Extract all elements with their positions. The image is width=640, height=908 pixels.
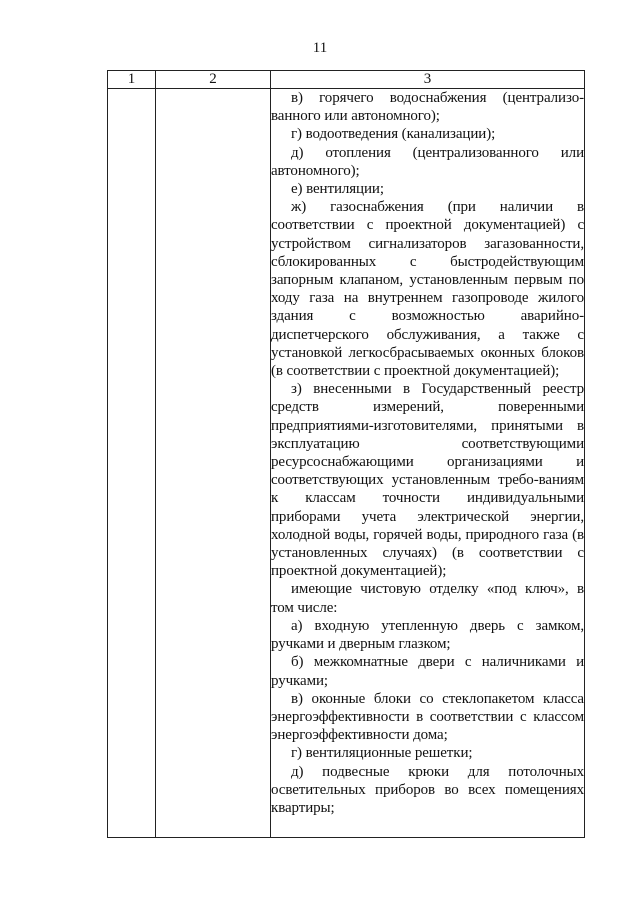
paragraph-entrance-door: а) входную утепленную дверь с замком, ручками и дверным глазком; — [271, 617, 584, 653]
paragraph-sewerage: г) водоотведения (канализации); — [291, 126, 496, 143]
page-number: 11 — [312, 40, 328, 56]
paragraph-interior-doors: б) межкомнатные двери с наличниками и ручками; — [271, 654, 584, 689]
column-header-1: 1 — [108, 71, 156, 89]
column-header-2: 2 — [156, 71, 271, 89]
column-3-cell — [271, 89, 585, 838]
column-header-3: 3 — [271, 71, 585, 89]
paragraph-ceiling-hooks: д) подвесные крюки для потолочных осветительных приборов во всех помещениях квартиры; — [271, 763, 584, 816]
paragraph-hot-water: в) горячего водоснабжения (централизо-ванного или автономного); — [271, 90, 584, 125]
table-header-row — [108, 71, 585, 89]
specification-table — [107, 70, 585, 838]
paragraph-window-units: в) оконные блоки со стеклопакетом класса энергоэффективности в соответствии с классом энергоэффективности дома; — [271, 690, 584, 744]
column-2-cell — [156, 89, 271, 838]
paragraph-turnkey-finish: имеющие чистовую отделку «под ключ», в том числе: — [271, 581, 584, 616]
column-1-cell — [108, 89, 156, 838]
paragraph-heating: д) отопления (централизованного или автономного); — [271, 144, 584, 179]
paragraph-ventilation-grilles: г) вентиляционные решетки; — [291, 745, 473, 762]
paragraph-gas-supply: ж) газоснабжения (при наличии в соответствии с проектной документацией) с устройством сигнализаторов загазованности, сблокированных с быстродействующим запорным клапаном, установленным первым по ходу газа на внутреннем газопроводе жилого здания с возможностью аварийно-диспетчерского обслуживания, а также с установкой легкосбрасываемых оконных блоков (в соответствии с проектной документацией); — [271, 199, 584, 380]
paragraph-ventilation: е) вентиляции; — [291, 181, 384, 198]
paragraph-metering-devices: з) внесенными в Государственный реестр средств измерений, поверенными предприятиями-изготовителями, принятыми в эксплуатацию соответствующими ресурсоснабжающими организациями и соответствующих установленным требо-ваниям к классам точности индивидуальными приборами учета электрической энергии, холодной воды, горячей воды, природного газа (в установленных случаях) (в соответствии с проектной документацией); — [271, 381, 584, 580]
table-row — [108, 89, 585, 838]
